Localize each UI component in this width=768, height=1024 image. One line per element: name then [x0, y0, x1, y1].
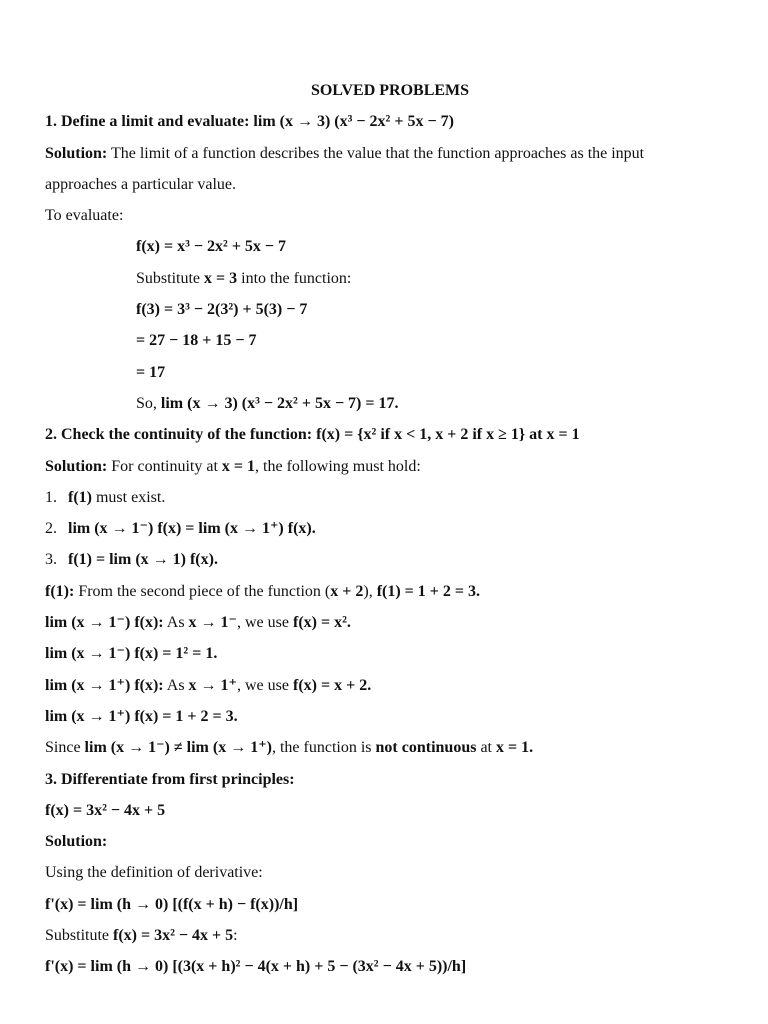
problem-2-solution: Solution: For continuity at x = 1, the following must hold: [45, 457, 421, 475]
problem-1-heading: 1. Define a limit and evaluate: lim (x → 3) (x³ − 2x² + 5x − 7) [45, 113, 454, 131]
problem-1-substitute: Substitute x = 3 into the function: [136, 269, 352, 287]
problem-1-f3: f(3) = 3³ − 2(3²) + 5(3) − 7 [136, 301, 308, 319]
problem-1-solution-line-2: approaches a particular value. [45, 175, 237, 193]
page-title: SOLVED PROBLEMS [310, 82, 470, 99]
problem-3-function: f(x) = 3x² − 4x + 5 [45, 801, 166, 819]
problem-3-substitute: Substitute f(x) = 3x² − 4x + 5: [45, 927, 238, 945]
condition-item: 1. f(1) must exist. [45, 488, 166, 506]
document-page [45, 75, 735, 983]
problem-1-conclusion: So, lim (x → 3) (x³ − 2x² + 5x − 7) = 17. [136, 394, 399, 412]
problem-3-using: Using the definition of derivative: [45, 864, 263, 882]
problem-1-solution-line-1: Solution: The limit of a function describes the value that the function approaches as the input [45, 144, 645, 162]
problem-1-step-b: = 17 [136, 363, 166, 381]
condition-item: 3. f(1) = lim (x → 1) f(x). [45, 551, 218, 569]
problem-2-f1: f(1): From the second piece of the function (x + 2), f(1) = 1 + 2 = 3. [45, 582, 481, 600]
problem-3-derivative-substituted: f'(x) = lim (h → 0) [(3(x + h)² − 4(x + h) + 5 − (3x² − 4x + 5))/h] [45, 958, 467, 976]
problem-2-heading: 2. Check the continuity of the function: f(x) = {x² if x < 1, x + 2 if x ≥ 1} at x = 1 [45, 426, 580, 444]
problem-2-left-limit: lim (x → 1⁻) f(x): As x → 1⁻, we use f(x) = x². [45, 614, 351, 632]
condition-item: 2. lim (x → 1⁻) f(x) = lim (x → 1⁺) f(x). [45, 520, 316, 538]
problem-2-right-limit: lim (x → 1⁺) f(x): As x → 1⁺, we use f(x) = x + 2. [45, 676, 372, 694]
problem-1-to-evaluate: To evaluate: [45, 207, 124, 225]
problem-2-left-result: lim (x → 1⁻) f(x) = 1² = 1. [45, 645, 218, 663]
problem-1-function-definition: f(x) = x³ − 2x² + 5x − 7 [136, 238, 287, 256]
problem-2-right-result: lim (x → 1⁺) f(x) = 1 + 2 = 3. [45, 707, 238, 725]
problem-3-solution-label: Solution: [45, 833, 108, 851]
problem-3-derivative-definition: f'(x) = lim (h → 0) [(f(x + h) − f(x))/h] [45, 895, 299, 913]
problem-2-conclusion: Since lim (x → 1⁻) ≠ lim (x → 1⁺), the function is not continuous at x = 1. [45, 739, 534, 757]
problem-1-step-a: = 27 − 18 + 15 − 7 [136, 332, 257, 350]
problem-3-heading: 3. Differentiate from first principles: [45, 770, 295, 788]
